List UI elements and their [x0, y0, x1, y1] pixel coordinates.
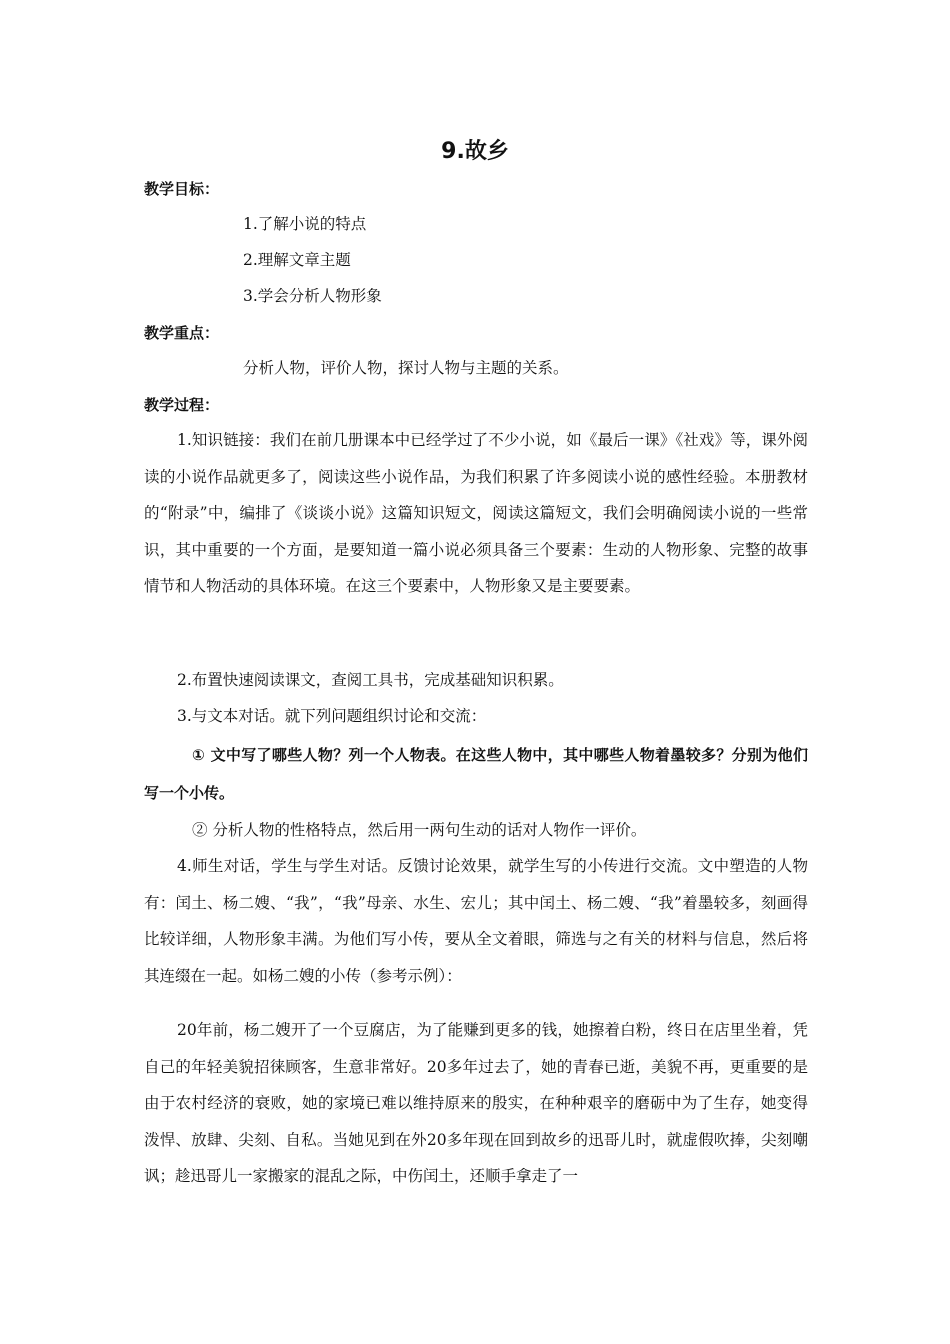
key-points-text: 分析人物，评价人物，探讨人物与主题的关系。 [243, 359, 569, 377]
process-paragraph-3: 3.与文本对话。就下列问题组织讨论和交流： [177, 707, 487, 725]
objective-item-2: 2.理解文章主题 [243, 251, 351, 269]
key-points-heading: 教学重点： [144, 324, 220, 342]
question-2: ② 分析人物的性格特点，然后用一两句生动的话对人物作一评价。 [192, 821, 647, 839]
objective-item-3: 3.学会分析人物形象 [243, 287, 382, 305]
process-paragraph-4: 4.师生对话，学生与学生对话。反馈讨论效果，就学生写的小传进行交流。文中塑造的人物有：闰土、杨二嫂、“我”，“我”母亲、水生、宏儿；其中闰土、杨二嫂、“我”着墨较多，刻画得比较详细，人物形象丰满。为他们写小传，要从全文着眼，筛选与之有关的材料与信息，然后将其连缀在一起。如杨二嫂的小传（参考示例）： [144, 857, 808, 985]
objective-item-1: 1.了解小说的特点 [243, 215, 367, 233]
objectives-heading: 教学目标： [144, 180, 220, 198]
document-title: 9.故乡 [441, 139, 509, 164]
process-paragraph-1: 1.知识链接：我们在前几册课本中已经学过了不少小说，如《最后一课》《社戏》等，课外阅读的小说作品就更多了，阅读这些小说作品，为我们积累了许多阅读小说的感性经验。本册教材的“附录”中，编排了《谈谈小说》这篇知识短文，阅读这篇短文，我们会明确阅读小说的一些常识，其中重要的一个方面，是要知道一篇小说必须具备三个要素：生动的人物形象、完整的故事情节和人物活动的具体环境。在这三个要素中，人物形象又是主要要素。 [144, 431, 808, 595]
process-paragraph-2: 2.布置快速阅读课文，查阅工具书，完成基础知识积累。 [177, 671, 564, 689]
sample-biography-paragraph: 20年前，杨二嫂开了一个豆腐店，为了能赚到更多的钱，她擦着白粉，终日在店里坐着，凭自己的年轻美貌招徕顾客，生意非常好。20多年过去了，她的青春已逝，美貌不再，更重要的是由于农村经济的衰败，她的家境已难以维持原来的殷实，在种种艰辛的磨砺中为了生存，她变得泼悍、放肆、尖刻、自私。当她见到在外20多年现在回到故乡的迅哥儿时，就虚假吹捧，尖刻嘲讽；趁迅哥儿一家搬家的混乱之际，中伤闰土，还顺手拿走了一 [144, 1021, 808, 1185]
process-heading: 教学过程： [144, 396, 220, 414]
question-1: ① 文中写了哪些人物？列一个人物表。在这些人物中，其中哪些人物着墨较多？分别为他们写一个小传。 [144, 746, 808, 802]
